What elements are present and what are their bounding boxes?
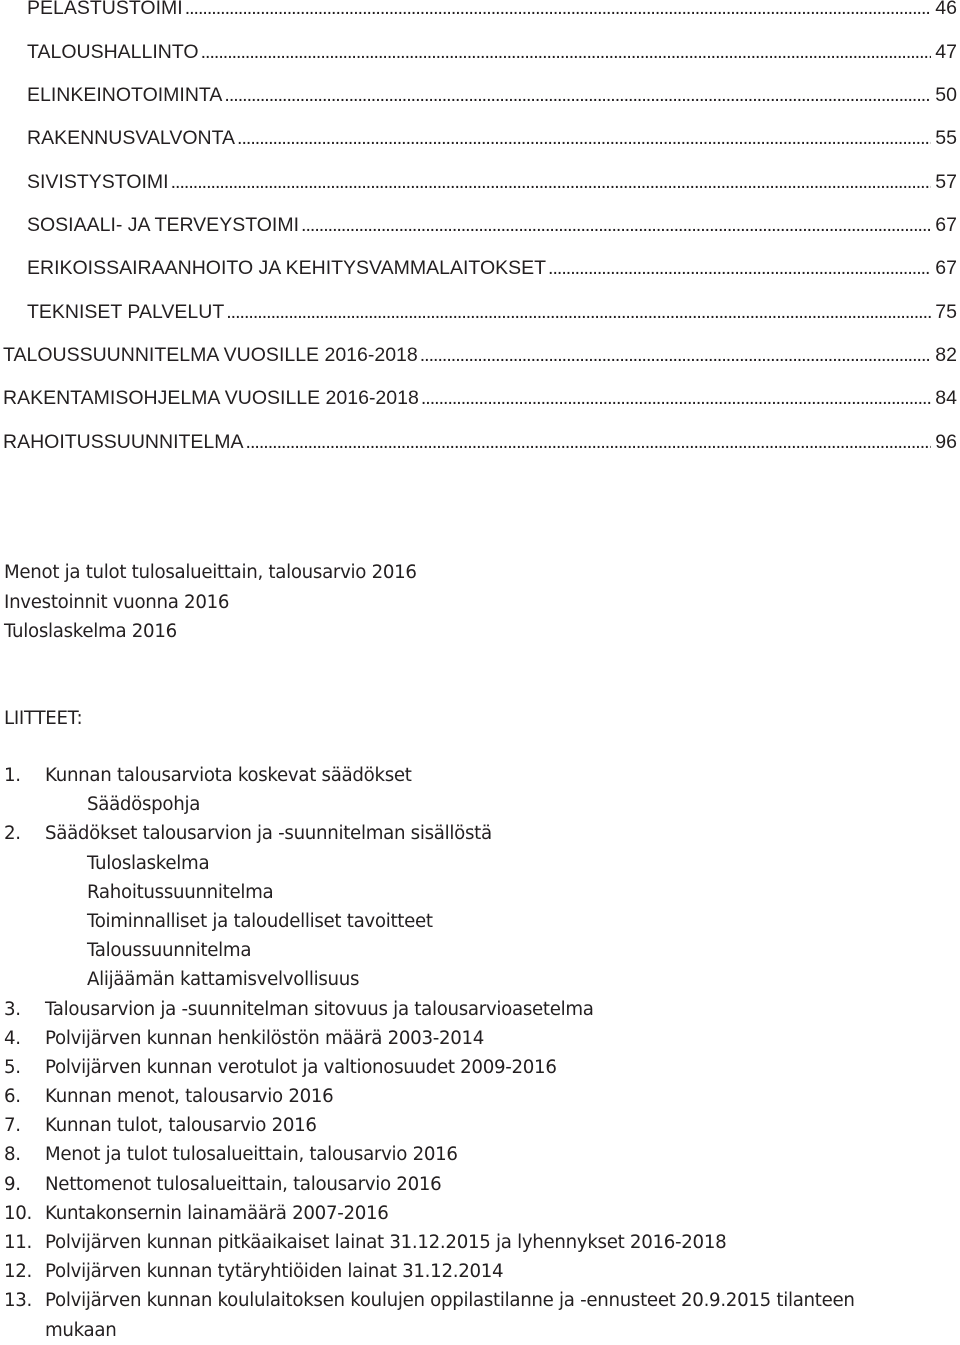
appendix-heading: LIITTEET: — [4, 708, 83, 729]
appendix-list — [4, 761, 954, 1345]
appendix-number: 10. — [4, 1202, 33, 1224]
toc-entry-page: 47 — [935, 41, 957, 63]
toc-entry-title: PELASTUSTOIMI — [27, 0, 183, 19]
appendix-subitem — [4, 936, 954, 965]
toc-dot-leader — [246, 427, 932, 457]
toc-entry-title: TEKNISET PALVELUT — [27, 301, 225, 323]
appendix-title: Polvijärven kunnan verotulot ja valtionosuudet 2009-2016 — [45, 1056, 557, 1078]
appendix-subtitle: Toiminnalliset ja taloudelliset tavoitteet — [87, 910, 433, 932]
appendix-item — [4, 1111, 954, 1140]
toc-entry-title: RAKENNUSVALVONTA — [27, 127, 236, 149]
appendix-title: Polvijärven kunnan henkilöstön määrä 2003-2014 — [45, 1027, 485, 1049]
appendix-item — [4, 1286, 954, 1315]
appendix-subitem — [4, 907, 954, 936]
appendix-subtitle: Rahoitussuunnitelma — [87, 881, 274, 903]
appendix-number: 2. — [4, 823, 21, 845]
appendix-number: 4. — [4, 1027, 21, 1049]
appendix-title: Kuntakonsernin lainamäärä 2007-2016 — [45, 1202, 389, 1224]
appendix-title: Polvijärven kunnan tytäryhtiöiden lainat 31.12.2014 — [45, 1261, 504, 1283]
appendix-title-continuation: mukaan — [45, 1319, 117, 1341]
appendix-subitem — [4, 878, 954, 907]
toc-dot-leader — [421, 383, 931, 413]
appendix-item — [4, 1257, 954, 1286]
toc-entry-title: SOSIAALI- JA TERVEYSTOIMI — [27, 214, 300, 236]
appendix-number: 7. — [4, 1115, 21, 1137]
toc-dot-leader — [201, 37, 932, 67]
appendix-item — [4, 1140, 954, 1169]
appendix-subitem — [4, 790, 954, 819]
toc-entry-page: 46 — [935, 0, 957, 19]
toc-entry-title: RAHOITUSSUUNNITELMA — [3, 431, 244, 453]
toc-entry-page: 55 — [935, 127, 957, 149]
appendix-item — [4, 1170, 954, 1199]
toc-dot-leader — [237, 123, 931, 153]
toc-entry[interactable] — [27, 0, 957, 23]
appendix-title: Menot ja tulot tulosalueittain, talousarvio 2016 — [45, 1144, 458, 1166]
appendix-title: Kunnan talousarviota koskevat säädökset — [45, 765, 412, 786]
toc-entry-title: ELINKEINOTOIMINTA — [27, 84, 223, 106]
toc-entry[interactable] — [27, 210, 957, 240]
appendix-subtitle: Taloussuunnitelma — [87, 940, 252, 962]
summary-item: Tuloslaskelma 2016 — [4, 621, 177, 642]
appendix-number: 13. — [4, 1290, 33, 1312]
toc-dot-leader — [171, 167, 932, 197]
summary-item: Menot ja tulot tulosalueittain, talousarvio 2016 — [4, 562, 417, 583]
toc-dot-leader — [224, 80, 931, 110]
toc-dot-leader — [301, 210, 931, 240]
toc-entry-title: TALOUSSUUNNITELMA VUOSILLE 2016-2018 — [3, 344, 418, 366]
appendix-item — [4, 1024, 954, 1053]
toc-entry[interactable] — [27, 253, 957, 283]
toc-entry-page: 82 — [935, 344, 957, 366]
appendix-item — [4, 995, 954, 1024]
appendix-item — [4, 1199, 954, 1228]
toc-entry-title: ERIKOISSAIRAANHOITO JA KEHITYSVAMMALAITOKSET — [27, 257, 547, 279]
appendix-number: 11. — [4, 1232, 33, 1253]
appendix-subtitle: Tuloslaskelma — [87, 852, 210, 874]
toc-entry[interactable] — [27, 167, 957, 197]
appendix-item — [4, 1082, 954, 1111]
toc-entry-title: SIVISTYSTOIMI — [27, 171, 169, 193]
appendix-item-continuation — [4, 1316, 954, 1345]
appendix-number: 9. — [4, 1173, 21, 1195]
appendix-number: 8. — [4, 1144, 21, 1166]
toc-entry[interactable] — [3, 383, 957, 413]
appendix-subitem — [4, 849, 954, 878]
toc-entry-page: 84 — [935, 387, 957, 409]
appendix-subtitle: Alijäämän kattamisvelvollisuus — [87, 969, 360, 991]
toc-dot-leader — [226, 297, 931, 327]
toc-dot-leader — [548, 253, 931, 283]
appendix-number: 12. — [4, 1261, 33, 1283]
appendix-title: Nettomenot tulosalueittain, talousarvio 2016 — [45, 1173, 442, 1195]
toc-entry-title: RAKENTAMISOHJELMA VUOSILLE 2016-2018 — [3, 387, 419, 409]
appendix-title: Kunnan menot, talousarvio 2016 — [45, 1086, 334, 1108]
appendix-subitem — [4, 965, 954, 994]
toc-dot-leader — [185, 0, 932, 23]
toc-entry-page: 96 — [935, 431, 957, 453]
appendix-item — [4, 1228, 954, 1257]
appendix-title: Kunnan tulot, talousarvio 2016 — [45, 1115, 317, 1137]
appendix-number: 6. — [4, 1086, 21, 1108]
summary-list — [4, 558, 417, 647]
toc-entry-page: 75 — [935, 301, 957, 323]
toc-entry[interactable] — [3, 340, 957, 370]
appendix-number: 3. — [4, 998, 21, 1020]
toc-entry[interactable] — [27, 37, 957, 67]
appendix-title: Polvijärven kunnan koululaitoksen koulujen oppilastilanne ja -ennusteet 20.9.2015 tilanteen — [45, 1290, 855, 1312]
appendix-title: Säädökset talousarvion ja -suunnitelman sisällöstä — [45, 823, 492, 845]
appendix-item — [4, 1053, 954, 1082]
appendix-number: 5. — [4, 1056, 21, 1078]
toc-entry-page: 67 — [935, 214, 957, 236]
summary-item: Investoinnit vuonna 2016 — [4, 591, 230, 613]
appendix-title: Polvijärven kunnan pitkäaikaiset lainat 31.12.2015 ja lyhennykset 2016-2018 — [45, 1232, 727, 1253]
appendix-subtitle: Säädöspohja — [87, 794, 201, 816]
toc-entry[interactable] — [27, 297, 957, 327]
toc-entry[interactable] — [3, 427, 957, 457]
toc-entry[interactable] — [27, 123, 957, 153]
toc-entry-title: TALOUSHALLINTO — [27, 41, 199, 63]
toc-entry-page: 50 — [935, 84, 957, 106]
toc-dot-leader — [420, 340, 932, 370]
appendix-title: Talousarvion ja -suunnitelman sitovuus ja talousarvioasetelma — [45, 998, 594, 1020]
toc-entry[interactable] — [27, 80, 957, 110]
appendix-item — [4, 761, 954, 790]
toc-entry-page: 57 — [935, 171, 957, 193]
toc-entry-page: 67 — [935, 257, 957, 279]
appendix-number: 1. — [4, 765, 21, 786]
appendix-item — [4, 819, 954, 848]
